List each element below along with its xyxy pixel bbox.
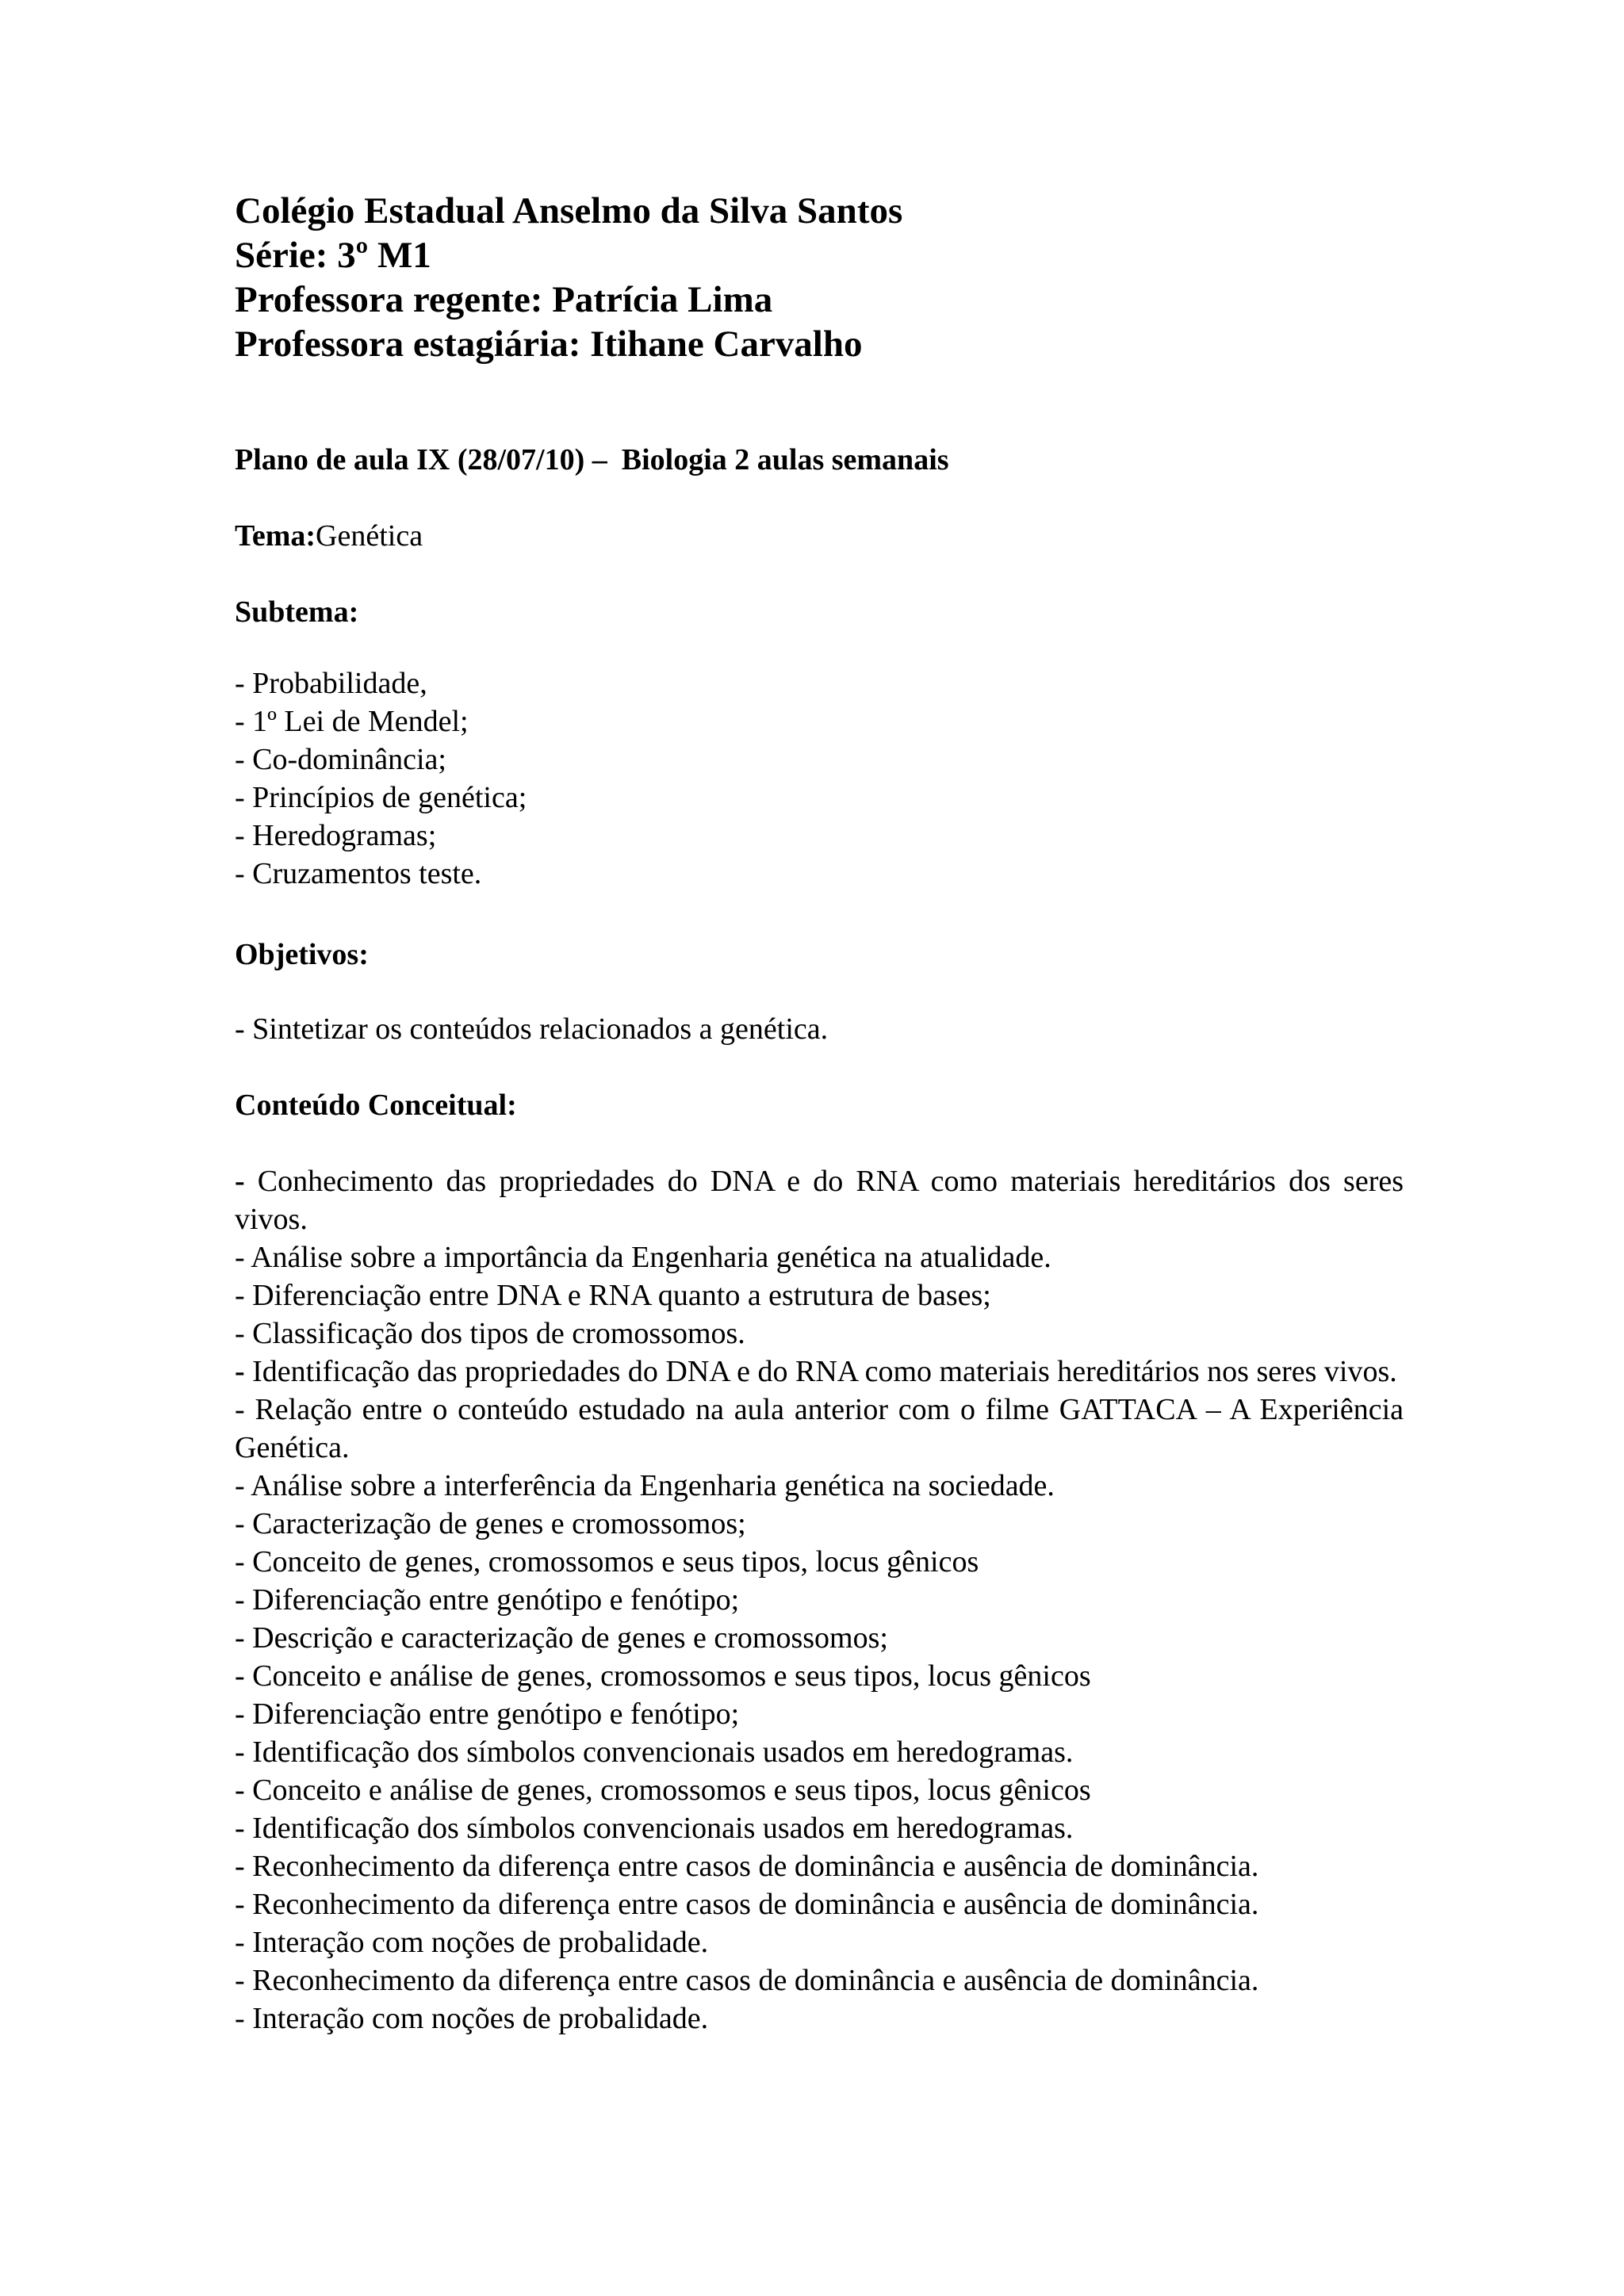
- intern-teacher: Professora estagiária: Itihane Carvalho: [235, 323, 863, 365]
- lead-teacher: Professora regente: Patrícia Lima: [235, 279, 773, 320]
- list-item: - Conhecimento das propriedades do DNA e do RNA como materiais hereditários dos seres vivos.: [235, 1165, 1404, 1236]
- list-item: - Conceito de genes, cromossomos e seus tipos, locus gênicos: [235, 1545, 979, 1578]
- list-item: - Reconhecimento da diferença entre casos de dominância e ausência de dominância.: [235, 1964, 1259, 1997]
- school-name: Colégio Estadual Anselmo da Silva Santos: [235, 190, 903, 232]
- list-item: - Conceito e análise de genes, cromossomos e seus tipos, locus gênicos: [235, 1659, 1091, 1693]
- content-list: [235, 1162, 1404, 2038]
- content-heading: Conteúdo Conceitual:: [235, 1089, 517, 1122]
- list-item: - 1º Lei de Mendel;: [235, 705, 469, 738]
- list-item: - Reconhecimento da diferença entre casos de dominância e ausência de dominância.: [235, 1888, 1259, 1921]
- theme-value: Genética: [316, 519, 423, 553]
- list-item: - Princípios de genética;: [235, 781, 527, 814]
- list-item: - Interação com noções de probalidade.: [235, 1926, 709, 1959]
- list-item: - Probabilidade,: [235, 667, 427, 700]
- list-item: - Sintetizar os conteúdos relacionados a genética.: [235, 1012, 829, 1046]
- subtheme-list: [235, 664, 1404, 893]
- list-item: - Diferenciação entre genótipo e fenótipo;: [235, 1583, 740, 1617]
- subtheme-heading: Subtema:: [235, 595, 359, 629]
- class-series: Série: 3º M1: [235, 235, 431, 276]
- document-header: [235, 189, 1404, 366]
- lesson-plan-id: Plano de aula IX (28/07/10) –: [235, 443, 607, 476]
- list-item: - Identificação dos símbolos convencionais usados em heredogramas.: [235, 1812, 1074, 1845]
- lesson-plan-subject: Biologia 2 aulas semanais: [621, 443, 949, 476]
- list-item: - Análise sobre a importância da Engenharia genética na atualidade.: [235, 1241, 1051, 1274]
- objectives-list: [235, 1010, 1404, 1048]
- list-item: - Conceito e análise de genes, cromossomos e seus tipos, locus gênicos: [235, 1774, 1091, 1807]
- list-item: - Relação entre o conteúdo estudado na aula anterior com o filme GATTACA – A Experiência Genética.: [235, 1393, 1404, 1464]
- list-item: - Reconhecimento da diferença entre casos de dominância e ausência de dominância.: [235, 1850, 1259, 1883]
- list-item: - Diferenciação entre DNA e RNA quanto a estrutura de bases;: [235, 1279, 991, 1312]
- list-item: - Identificação dos símbolos convencionais usados em heredogramas.: [235, 1735, 1074, 1769]
- list-item: - Interação com noções de probalidade.: [235, 2002, 709, 2035]
- list-item: - Classificação dos tipos de cromossomos.: [235, 1317, 745, 1350]
- list-item: - Heredogramas;: [235, 819, 437, 852]
- list-item: - Descrição e caracterização de genes e cromossomos;: [235, 1621, 888, 1655]
- objectives-heading: Objetivos:: [235, 938, 369, 971]
- lesson-plan-title: [235, 441, 949, 479]
- theme-label: Tema:: [235, 519, 316, 553]
- list-item: - Caracterização de genes e cromossomos;: [235, 1507, 746, 1540]
- list-item: - Análise sobre a interferência da Engenharia genética na sociedade.: [235, 1469, 1055, 1502]
- list-item: - Co-dominância;: [235, 743, 446, 776]
- list-item: - Cruzamentos teste.: [235, 857, 482, 890]
- list-item: - Diferenciação entre genótipo e fenótipo;: [235, 1697, 740, 1731]
- list-item: - Identificação das propriedades do DNA e do RNA como materiais hereditários nos seres vivos.: [235, 1355, 1397, 1388]
- theme-line: [235, 517, 423, 555]
